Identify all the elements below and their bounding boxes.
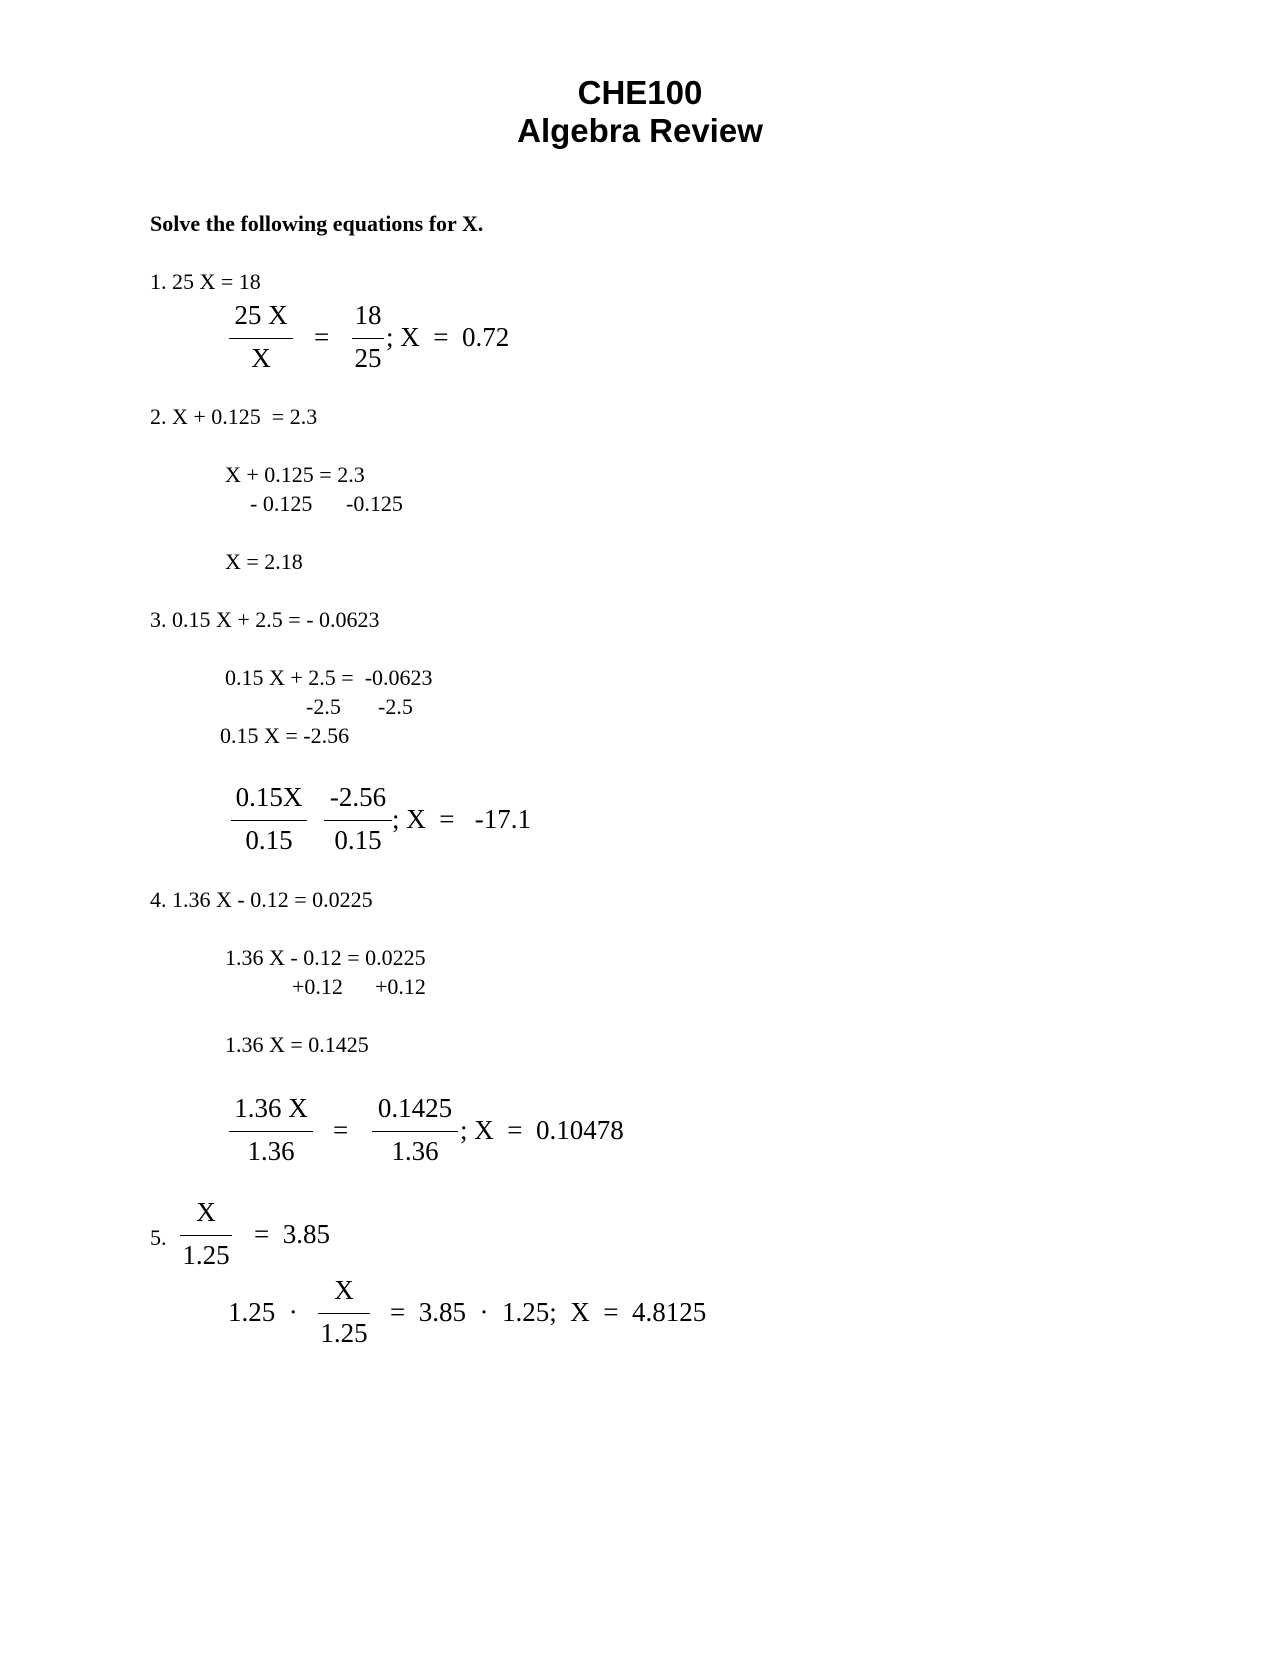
course-title: CHE100 [577,74,703,111]
fraction-denominator: 1.36 [391,1136,439,1166]
fraction-numerator: 0.1425 [377,1093,453,1123]
work-line-1: 0.15 X + 2.5 = -0.0623 [225,665,433,690]
fraction-numerator: 0.15X [235,782,303,812]
work-line-2-right: +0.12 [375,974,426,999]
fraction-numerator: 1.36 X [234,1093,308,1123]
problem-statement: 4. 1.36 X - 0.12 = 0.0225 [150,887,373,912]
problem-number: 5. [150,1225,167,1250]
fraction-denominator: 0.15 [334,825,382,855]
fraction-numerator: X [334,1275,354,1305]
solution-result: = 3.85 · 1.25; X = 4.8125 [390,1297,707,1327]
fraction-bar [318,1313,370,1314]
solution-result: ; X = -17.1 [392,804,531,834]
work-line-2-left: - 0.125 [250,491,313,516]
fraction-denominator: 1.36 [247,1136,295,1166]
fraction-denominator: 25 [354,343,382,373]
work-answer: X = 2.18 [225,549,303,574]
solution-result: ; X = 0.72 [386,322,510,352]
fraction-bar [229,338,293,339]
fraction-bar [231,820,307,821]
fraction-denominator: X [251,343,271,373]
work-line-2-left: +0.12 [292,974,343,999]
equals-sign: = [314,322,330,352]
work-line-2-left: -2.5 [306,694,341,719]
fraction-denominator: 1.25 [320,1318,368,1348]
fraction-bar [352,338,384,339]
solution-result: ; X = 0.10478 [460,1115,624,1145]
problem-statement: 2. X + 0.125 = 2.3 [150,404,318,429]
instructions: Solve the following equations for X. [150,211,484,236]
work-line-1: X + 0.125 = 2.3 [225,462,365,487]
fraction-bar [180,1235,232,1236]
work-line-1: 1.36 X - 0.12 = 0.0225 [225,945,426,970]
work-line-3: 0.15 X = -2.56 [220,723,350,748]
work-line-3: 1.36 X = 0.1425 [225,1032,369,1057]
fraction-denominator: 0.15 [245,825,293,855]
problem-rhs: = 3.85 [254,1219,330,1249]
fraction-numerator: X [196,1197,216,1227]
fraction-bar [372,1131,458,1132]
problem-statement: 1. 25 X = 18 [150,269,261,294]
work-line-2-right: -0.125 [346,491,403,516]
fraction-denominator: 1.25 [182,1240,230,1270]
page-title: Algebra Review [517,112,763,149]
problem-statement: 3. 0.15 X + 2.5 = - 0.0623 [150,607,380,632]
equals-sign: = [333,1115,349,1145]
fraction-numerator: -2.56 [329,782,387,812]
multiply-prefix: 1.25 · [228,1297,298,1327]
fraction-numerator: 25 X [234,300,288,330]
fraction-numerator: 18 [354,300,382,330]
fraction-bar [324,820,392,821]
fraction-bar [229,1131,313,1132]
work-line-2-right: -2.5 [378,694,413,719]
